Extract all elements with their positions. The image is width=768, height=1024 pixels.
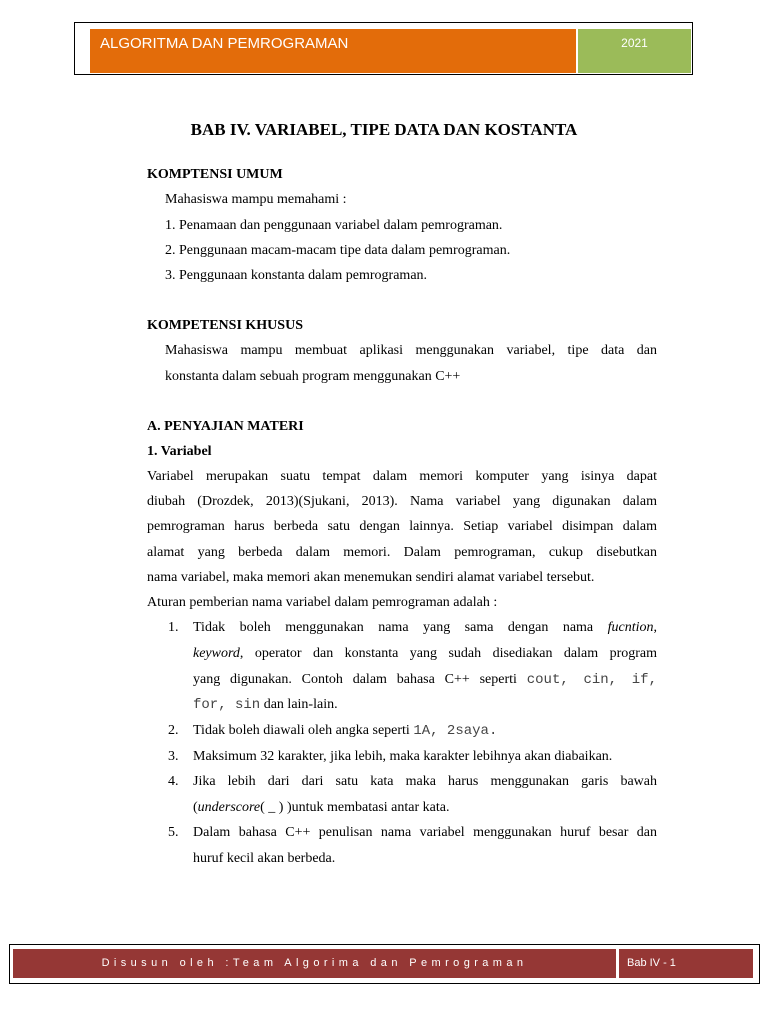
kompetensi-khusus-heading: KOMPETENSI KHUSUS — [147, 318, 303, 333]
rule-5-line-2: huruf kecil akan berbeda. — [193, 851, 336, 866]
footer-page-number: Bab IV - 1 — [619, 949, 753, 978]
header-course-title: ALGORITMA DAN PEMROGRAMAN — [90, 29, 576, 73]
code-keywords-2: for, sin — [193, 697, 261, 713]
rule-1-line-3: yang digunakan. Contoh dalam bahasa C++ seperti cout, cin, if, — [193, 672, 657, 688]
rule-4-number: 4. — [168, 774, 179, 789]
rule-4-line-1: Jika lebih dari dari satu kata maka harus menggunakan garis bawah — [193, 774, 657, 789]
paragraph-line-3: pemrograman harus berbeda satu dengan lainnya. Setiap variabel disimpan dalam — [147, 519, 657, 534]
kompetensi-khusus-line-1: Mahasiswa mampu membuat aplikasi menggunakan variabel, tipe data dan — [165, 343, 657, 358]
paragraph-line-6: Aturan pemberian nama variabel dalam pemrograman adalah : — [147, 595, 498, 610]
komptensi-umum-item-1: 1. Penamaan dan penggunaan variabel dalam pemrograman. — [165, 218, 503, 233]
subsection-variabel-heading: 1. Variabel — [147, 444, 212, 459]
footer-credit: Disusun oleh :Team Algorima dan Pemrograman — [13, 949, 616, 978]
paragraph-line-5: nama variabel, maka memori akan menemukan sendiri alamat variabel tersebut. — [147, 570, 595, 585]
rule-4-line-2: (underscore( _ ) )untuk membatasi antar kata. — [193, 800, 450, 815]
rule-2-number: 2. — [168, 723, 179, 738]
paragraph-line-2: diubah (Drozdek, 2013)(Sjukani, 2013). Nama variabel yang digunakan dalam — [147, 494, 657, 509]
rule-1-line-4: for, sin dan lain-lain. — [193, 697, 338, 713]
komptensi-umum-intro: Mahasiswa mampu memahami : — [165, 192, 347, 207]
rule-1-line-1: Tidak boleh menggunakan nama yang sama dengan nama fucntion, — [193, 620, 657, 635]
rule-1-line-2: keyword, operator dan konstanta yang sudah disediakan dalam program — [193, 646, 657, 661]
rule-5-number: 5. — [168, 825, 179, 840]
code-keywords: cout, cin, if, — [526, 672, 657, 688]
paragraph-line-4: alamat yang berbeda dalam memori. Dalam pemrograman, cukup disebutkan — [147, 545, 657, 560]
chapter-title: BAB IV. VARIABEL, TIPE DATA DAN KOSTANTA — [190, 120, 578, 139]
komptensi-umum-item-2: 2. Penggunaan macam-macam tipe data dalam pemrograman. — [165, 243, 511, 258]
rule-2-text: Tidak boleh diawali oleh angka seperti 1A, 2saya. — [193, 723, 498, 739]
komptensi-umum-item-3: 3. Penggunaan konstanta dalam pemrograman. — [165, 268, 428, 283]
code-examples: 1A, 2saya. — [413, 723, 498, 739]
rule-1-number: 1. — [168, 620, 179, 635]
paragraph-line-1: Variabel merupakan suatu tempat dalam memori komputer yang isinya dapat — [147, 469, 657, 484]
kompetensi-khusus-line-2: konstanta dalam sebuah program menggunakan C++ — [165, 369, 461, 384]
rule-5-line-1: Dalam bahasa C++ penulisan nama variabel menggunakan huruf besar dan — [193, 825, 657, 840]
rule-3-number: 3. — [168, 749, 179, 764]
komptensi-umum-heading: KOMPTENSI UMUM — [147, 167, 283, 182]
section-a-heading: A. PENYAJIAN MATERI — [147, 419, 304, 434]
rule-3-text: Maksimum 32 karakter, jika lebih, maka karakter lebihnya akan diabaikan. — [193, 749, 613, 764]
header-year: 2021 — [578, 29, 691, 73]
